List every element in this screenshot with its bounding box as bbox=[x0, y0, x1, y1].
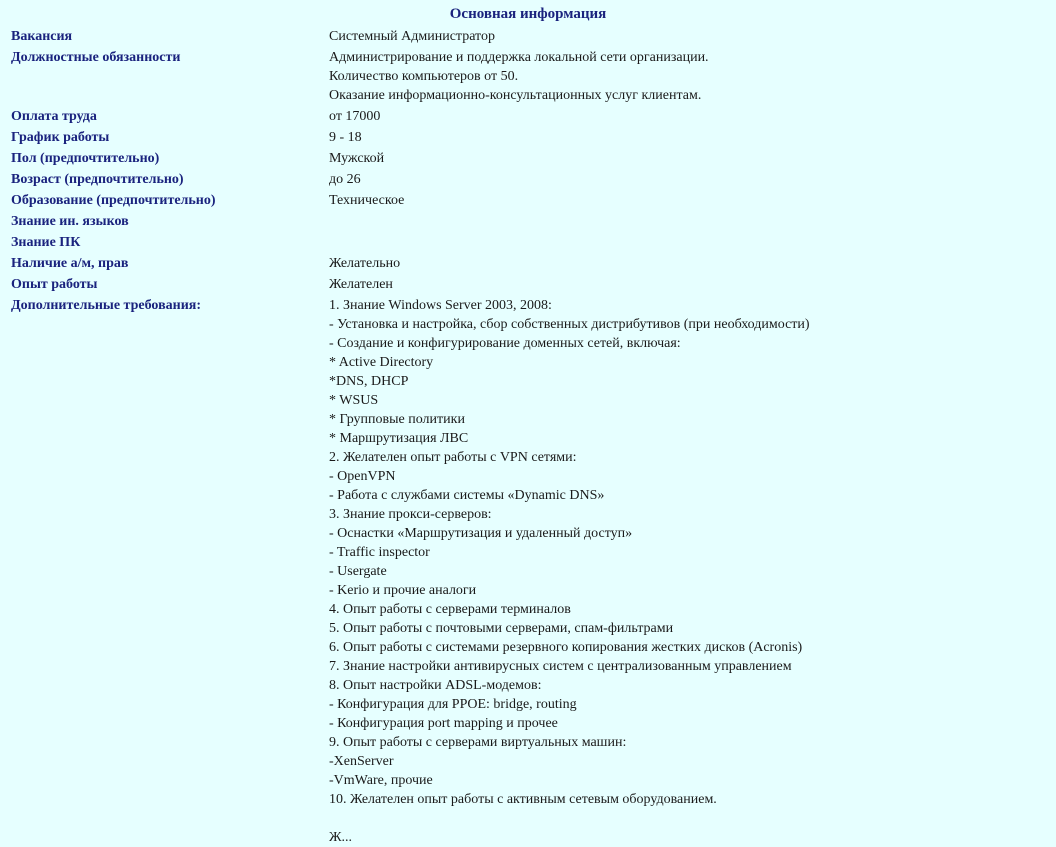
value-line: 6. Опыт работы с системами резервного копирования жестких дисков (Acronis) bbox=[329, 640, 803, 655]
value-line: 3. Знание прокси-серверов: bbox=[329, 507, 492, 522]
value-line: - Конфигурация port mapping и прочее bbox=[329, 716, 558, 731]
job-info-table bbox=[11, 27, 991, 847]
info-row bbox=[11, 189, 991, 210]
field-label: Вакансия bbox=[11, 29, 73, 44]
field-value bbox=[329, 210, 991, 231]
value-line bbox=[329, 809, 991, 828]
field-label: Знание ПК bbox=[11, 235, 81, 250]
field-label: Опыт работы bbox=[11, 277, 98, 292]
field-label: График работы bbox=[11, 130, 110, 145]
value-line: 1. Знание Windows Server 2003, 2008: bbox=[329, 298, 552, 313]
value-line: Ж... bbox=[329, 830, 353, 845]
value-line: - Установка и настройка, сбор собственных дистрибутивов (при необходимости) bbox=[329, 317, 810, 332]
field-label: Наличие а/м, прав bbox=[11, 256, 129, 271]
value-line: * Active Directory bbox=[329, 355, 434, 370]
field-value bbox=[329, 294, 991, 847]
value-line: Количество компьютеров от 50. bbox=[329, 69, 519, 84]
field-value bbox=[329, 27, 991, 46]
field-label: Знание ин. языков bbox=[11, 214, 129, 229]
value-line: * Групповые политики bbox=[329, 412, 465, 427]
field-value bbox=[329, 189, 991, 210]
value-line: 9 - 18 bbox=[329, 130, 362, 145]
field-label: Оплата труда bbox=[11, 109, 97, 124]
field-value bbox=[329, 273, 991, 294]
value-line: - Traffic inspector bbox=[329, 545, 430, 560]
info-row bbox=[11, 168, 991, 189]
field-value bbox=[329, 46, 991, 105]
field-value bbox=[329, 231, 991, 252]
value-line: Желателен bbox=[329, 277, 393, 292]
value-line: - Создание и конфигурирование доменных сетей, включая: bbox=[329, 336, 681, 351]
info-row bbox=[11, 46, 991, 105]
field-value bbox=[329, 126, 991, 147]
value-line: * WSUS bbox=[329, 393, 379, 408]
field-label: Должностные обязанности bbox=[11, 50, 181, 65]
info-row bbox=[11, 27, 991, 46]
value-line: - Оснастки «Маршрутизация и удаленный доступ» bbox=[329, 526, 633, 541]
info-row bbox=[11, 105, 991, 126]
info-row bbox=[11, 294, 991, 847]
value-line: - Usergate bbox=[329, 564, 387, 579]
field-label: Пол (предпочтительно) bbox=[11, 151, 160, 166]
field-value bbox=[329, 252, 991, 273]
value-line: * Маршрутизация ЛВС bbox=[329, 431, 469, 446]
value-line: - OpenVPN bbox=[329, 469, 396, 484]
value-line: -XenServer bbox=[329, 754, 394, 769]
value-line: Оказание информационно-консультационных услуг клиентам. bbox=[329, 88, 702, 103]
info-row bbox=[11, 126, 991, 147]
value-line: - Работа с службами системы «Dynamic DNS» bbox=[329, 488, 605, 503]
field-label: Возраст (предпочтительно) bbox=[11, 172, 184, 187]
field-value bbox=[329, 105, 991, 126]
value-line: 4. Опыт работы с серверами терминалов bbox=[329, 602, 571, 617]
value-line: 10. Желателен опыт работы с активным сетевым оборудованием. bbox=[329, 792, 717, 807]
field-label: Дополнительные требования: bbox=[11, 298, 202, 313]
value-line: *DNS, DHCP bbox=[329, 374, 409, 389]
value-line: 5. Опыт работы с почтовыми серверами, спам-фильтрами bbox=[329, 621, 674, 636]
value-line: -VmWare, прочие bbox=[329, 773, 433, 788]
info-row bbox=[11, 210, 991, 231]
field-value bbox=[329, 168, 991, 189]
value-line: Техническое bbox=[329, 193, 405, 208]
value-line: Администрирование и поддержка локальной сети организации. bbox=[329, 50, 709, 65]
value-line: 2. Желателен опыт работы с VPN сетями: bbox=[329, 450, 577, 465]
value-line: - Конфигурация для PPOE: bridge, routing bbox=[329, 697, 577, 712]
value-line: - Kerio и прочие аналоги bbox=[329, 583, 477, 598]
value-line: до 26 bbox=[329, 172, 361, 187]
info-row bbox=[11, 273, 991, 294]
info-row bbox=[11, 231, 991, 252]
info-row bbox=[11, 252, 991, 273]
value-line: Системный Администратор bbox=[329, 29, 495, 44]
field-value bbox=[329, 147, 991, 168]
value-line: Мужской bbox=[329, 151, 385, 166]
value-line: 7. Знание настройки антивирусных систем с централизованным управлением bbox=[329, 659, 792, 674]
value-line: 9. Опыт работы с серверами виртуальных машин: bbox=[329, 735, 627, 750]
section-title: Основная информация bbox=[449, 6, 607, 22]
info-row bbox=[11, 147, 991, 168]
value-line: от 17000 bbox=[329, 109, 381, 124]
field-label: Образование (предпочтительно) bbox=[11, 193, 216, 208]
value-line: 8. Опыт настройки ADSL-модемов: bbox=[329, 678, 542, 693]
value-line: Желательно bbox=[329, 256, 401, 271]
